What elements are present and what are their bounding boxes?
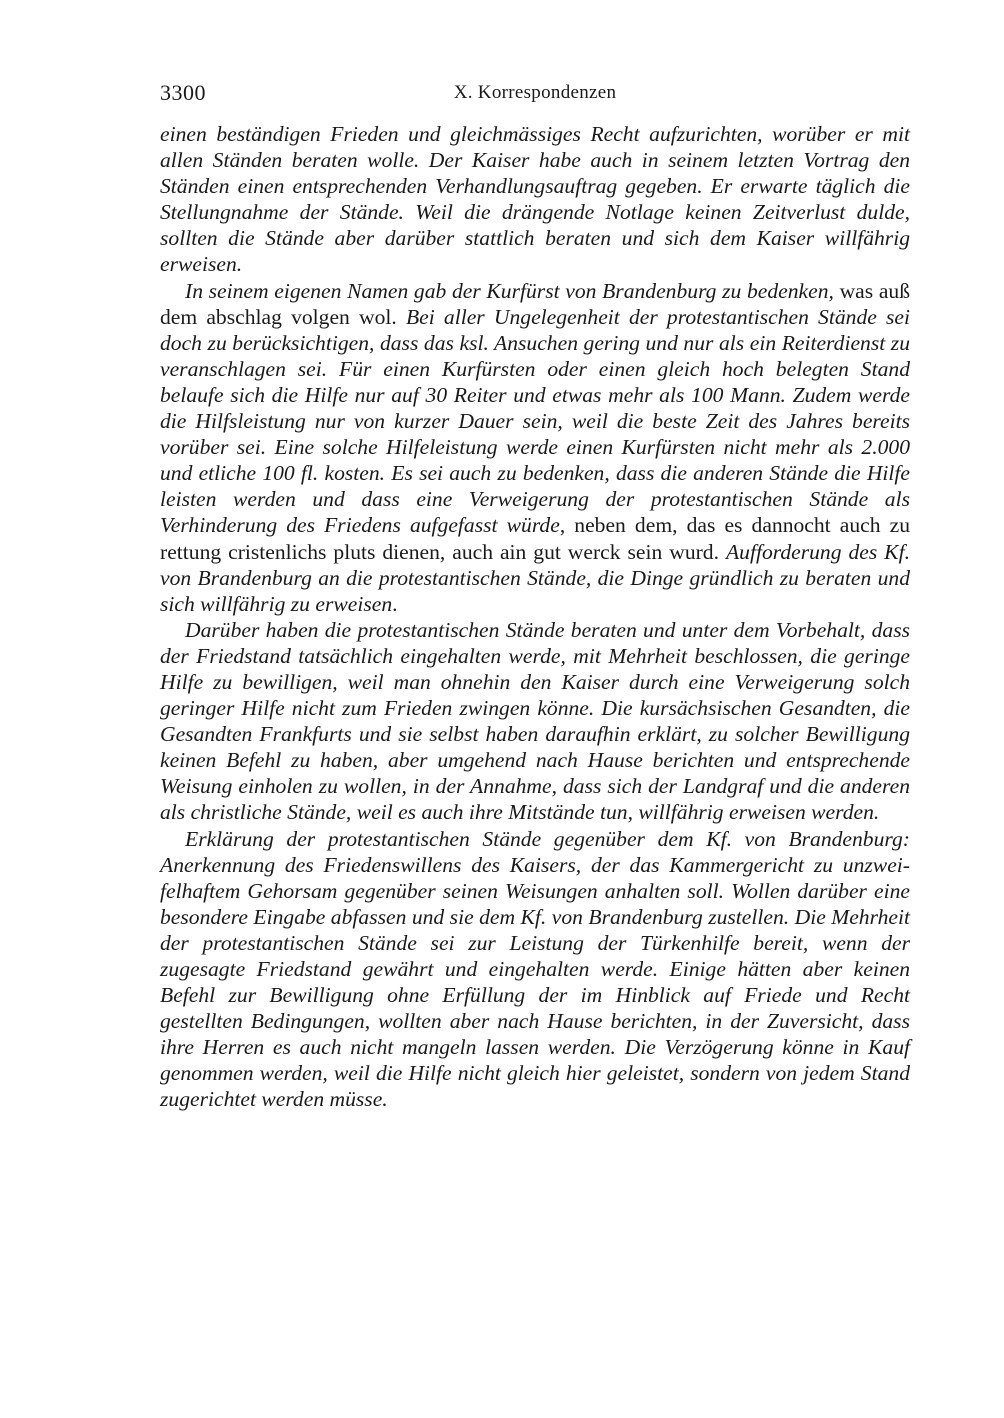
text-segment-italic: Erklärung der protestantischen Stände gegenüber dem Kf. von Brandenburg: Anerkennung des Friedenswillens des Kaisers, der das Kammergericht zu unzweifelhaftem Gehorsam gegenüber seinen Weisungen anhalten soll. Wollen darüber eine besondere Eingabe abfassen und sie dem Kf. von Brandenburg zustellen. Die Mehrheit der protestantischen Stände sei zur Leistung der Türkenhilfe bereit, wenn der zugesagte Friedstand gewährt und eingehalten werde. Einige hätten aber keinen Befehl zur Bewilligung ohne Erfüllung der im Hinblick auf Friede und Recht gestellten Bedingungen, wollten aber nach Hause berichten, in der Zuversicht, dass ihre Herren es auch nicht mangeln lassen werden. Die Verzögerung könne in Kauf genommen werden, weil die Hilfe nicht gleich hier geleistet, sondern von jedem Stand zugerichtet werden müsse.	[160, 826, 910, 1112]
section-title: X. Korrespondenzen	[453, 82, 617, 103]
text-segment-italic: In seinem eigenen Namen gab der Kurfürst von Brandenburg zu bedenken,	[185, 278, 834, 303]
body-text	[160, 121, 910, 1113]
text-segment-italic: Aufforderung des Kf. von Brandenburg an die protestantischen Stände, die Dinge gründlich zu beraten und sich willfährig zu erweisen	[160, 539, 910, 616]
text-segment-roman: .	[392, 591, 398, 616]
text-segment-roman: was auß dem abschlag volgen wol.	[160, 278, 911, 329]
paragraph	[160, 278, 910, 617]
text-segment-roman: , neben dem, das es dannocht auch zu rettung cristenlichs pluts dienen, auch ain gut werck sein wurd.	[160, 513, 910, 564]
paragraph	[160, 617, 910, 826]
text-segment-italic: einen beständigen Frieden und gleichmässiges Recht aufzurichten, worüber er mit allen Ständen beraten wolle. Der Kaiser habe auch in seinem letzten Vortrag den Ständen einen entsprechenden Verhandlungsauftrag gegeben. Er erwarte täglich die Stellungnahme der Stände. Weil die drängende Notlage keinen Zeitverlust dulde, sollten die Stände aber darüber stattlich beraten und sich dem Kaiser willfährig erweisen.	[160, 122, 910, 277]
text-segment-italic: Bei aller Ungelegenheit der protestantischen Stände sei doch zu berücksichtigen, dass das ksl. Ansuchen gering und nur als ein Reiterdienst zu veranschlagen sei. Für einen Kurfürsten oder einen gleich hoch belegten Stand belaufe sich die Hilfe nur auf 30 Reiter und etwas mehr als 100 Mann. Zudem werde die Hilfsleistung nur von kurzer Dauer sein, weil die beste Zeit des Jahres bereits vorüber sei. Eine solche Hilfeleistung werde einen Kurfürsten nicht mehr als 2.000 und etliche 100 fl. kosten. Es sei auch zu bedenken, dass die anderen Stände die Hilfe leisten werden und dass eine Verweigerung der protestantischen Stände als Verhinderung des Friedens aufgefasst würde	[160, 304, 910, 538]
text-segment-italic: Darüber haben die protestantischen Stände beraten und unter dem Vorbehalt, dass der Friedstand tatsächlich eingehalten werde, mit Mehrheit beschlossen, die geringe Hilfe zu bewilligen, weil man ohnehin den Kaiser durch eine Verweigerung solch geringer Hilfe nicht zum Frieden zwingen könne. Die kursächsischen Gesandten, die Gesandten Frankfurts und sie selbst haben daraufhin erklärt, zu solcher Bewilligung keinen Befehl zu haben, aber umgehend nach Hause berichten und entsprechende Weisung einholen zu wollen, in der Annahme, dass sich der Landgraf und die anderen als christliche Stände, weil es auch ihre Mitstände tun, willfährig erweisen werden.	[160, 617, 910, 825]
paragraph	[160, 826, 910, 1113]
page-number: 3300	[160, 80, 206, 105]
paragraph	[160, 121, 910, 278]
running-header	[160, 80, 910, 110]
